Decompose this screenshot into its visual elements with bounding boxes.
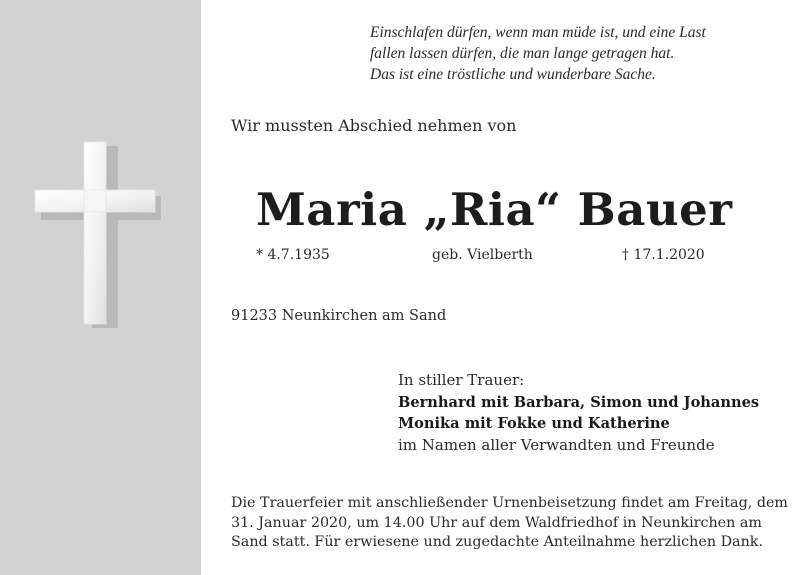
quote-line: Einschlafen dürfen, wenn man müde ist, und eine Last (370, 24, 706, 41)
notice-line: Sand statt. Für erwiesene und zugedachte Anteilnahme herzlichen Dank. (231, 534, 763, 550)
intro-text: Wir mussten Abschied nehmen von (231, 116, 517, 135)
funeral-notice (231, 494, 791, 553)
epitaph-quote (370, 22, 790, 85)
mourners-heading: In stiller Trauer: (398, 371, 525, 389)
cross-icon (0, 0, 201, 575)
death-date: † 17.1.2020 (622, 247, 705, 263)
deceased-name: Maria „Ria“ Bauer (256, 183, 733, 236)
mourners-block (398, 370, 759, 456)
birth-date: * 4.7.1935 (256, 247, 330, 263)
mourners-closing: im Namen aller Verwandten und Freunde (398, 435, 715, 454)
notice-line: 31. Januar 2020, um 14.00 Uhr auf dem Waldfriedhof in Neunkirchen am (231, 514, 762, 531)
mourner-family: Bernhard mit Barbara, Simon und Johannes (398, 393, 760, 411)
quote-line: fallen lassen dürfen, die man lange getragen hat. (370, 45, 675, 62)
maiden-name: geb. Vielberth (432, 247, 533, 263)
quote-line: Das ist eine tröstliche und wunderbare Sache. (370, 66, 656, 83)
place-of-residence: 91233 Neunkirchen am Sand (231, 308, 447, 324)
mourner-family: Monika mit Fokke und Katherine (398, 415, 670, 432)
notice-line: Die Trauerfeier mit anschließender Urnenbeisetzung findet am Freitag, dem (231, 495, 788, 511)
